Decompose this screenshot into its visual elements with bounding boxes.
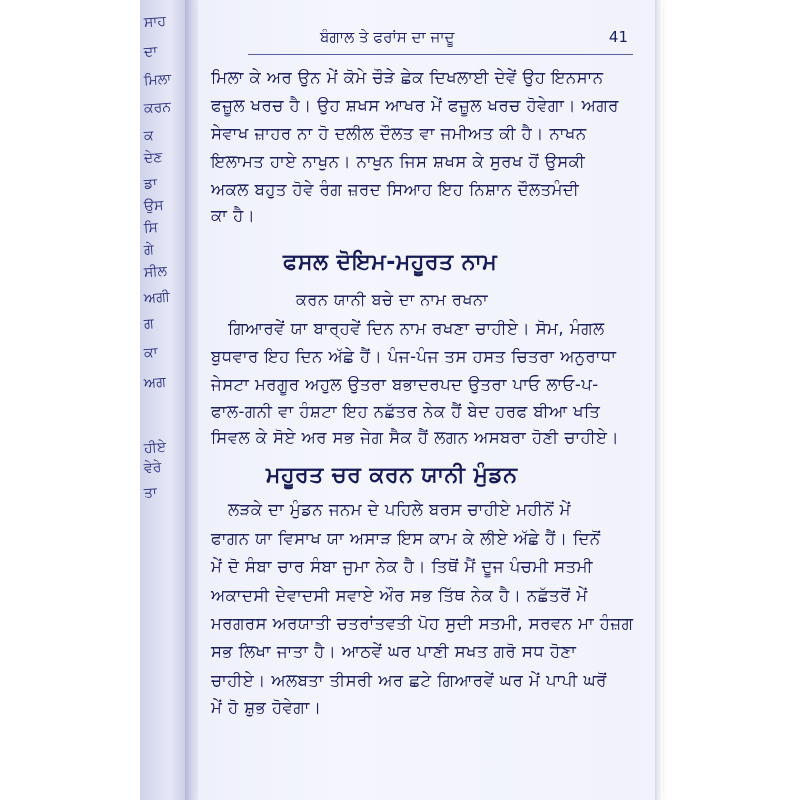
- text-line: ਮੇਂ ਦੋ ਸੰਬਾ ਚਾਰ ਸੰਬਾ ਜੁਮਾ ਨੇਕ ਹੈ। ਤਿਥੋਂ ਮੈਂ ਦੂਜ ਪੰਚਮੀ ਸਤਮੀ: [211, 557, 593, 576]
- left-page-fragment: ਕ: [143, 127, 155, 145]
- text-line: ਕਾ ਹੈ।: [211, 206, 256, 225]
- text-line: ਮੇਂ ਹੋ ਸ਼ੁਭ ਹੋਵੇਗਾ।: [211, 698, 322, 717]
- left-page-fragment: ਡਾ: [143, 175, 158, 193]
- section-subheading: ਕਰਨ ਯਾਨੀ ਬਚੇ ਦਾ ਨਾਮ ਰਖਨਾ: [296, 290, 489, 309]
- book-page: [198, 0, 658, 800]
- section-heading: ਫਸਲ ਦੋਇਮ-ਮਹੂਰਤ ਨਾਮ: [283, 250, 498, 275]
- page-number: 41: [608, 28, 628, 46]
- text-line: ਚਾਹੀਏ। ਅਲਬਤਾ ਤੀਸਰੀ ਅਰ ਛਟੇ ਗਿਆਰਵੇਂ ਘਰ ਮੇਂ ਪਾਪੀ ਘਰੋਂ: [211, 671, 607, 690]
- header-title: ਬੰਗਾਲ ਤੇ ਫਰਾਂਸ ਦਾ ਜਾਦੂ: [320, 28, 455, 46]
- text-line: ਸਿਵਲ ਕੇ ਸੋਏ ਅਰ ਸਭ ਜੇਗ ਸੈਕ ਹੈਂ ਲਗਨ ਅਸਬਰਾ ਹੋਣੀ ਚਾਹੀਏ।: [211, 428, 619, 447]
- text-line: ਸੇਵਾਖ ਜ਼ਾਹਰ ਨਾ ਹੋ ਦਲੀਲ ਦੌਲਤ ਵਾ ਜਮੀਅਤ ਕੀ ਹੈ। ਨਾਖਨ: [211, 124, 587, 143]
- left-page-fragment: ਸੀਲ: [143, 263, 168, 281]
- left-page-fragment: ਗੇ: [143, 241, 155, 259]
- left-page-fragment: ਦੇਣ: [143, 149, 163, 167]
- text-line: ਅਕਲ ਬਹੁਤ ਹੋਵੇ ਰੰਗ ਜ਼ਰਦ ਸਿਆਹ ਇਹ ਨਿਸ਼ਾਨ ਦੌਲਤਮੰਦੀ: [211, 180, 580, 199]
- left-page-fragment: ਅਗੀ: [143, 289, 171, 307]
- left-page-fragment: ਮਿਲਾ: [143, 71, 172, 89]
- text-line: ਮਰਗਰਸ ਅਰਯਾਤੀ ਚਤਰਾਂਤਵਤੀ ਪੋਹ ਸੁਦੀ ਸਤਮੀ, ਸਰਵਨ ਮਾ ਹੰਜ਼ਗ: [211, 614, 634, 633]
- text-line: ਲੜਕੇ ਦਾ ਮੁੰਡਨ ਜਨਮ ਦੇ ਪਹਿਲੇ ਬਰਸ ਚਾਹੀਏ ਮਹੀਨੋਂ ਮੇਂ: [228, 500, 571, 519]
- text-line: ਫਾਗਨ ਯਾ ਵਿਸਾਖ ਯਾ ਅਸਾੜ ਇਸ ਕਾਮ ਕੇ ਲੀਏ ਅੱਛੇ ਹੈਂ। ਦਿਨੋਂ: [211, 529, 601, 548]
- left-page-fragment: ਵੇਰੇ: [143, 459, 162, 477]
- section-heading: ਮਹੂਰਤ ਚਰ ਕਰਨ ਯਾਨੀ ਮੁੰਡਨ: [266, 463, 518, 488]
- left-page-fragment: ਗ: [143, 315, 155, 333]
- text-line: ਫਜ਼ੂਲ ਖਰਚ ਹੈ। ਉਹ ਸ਼ਖਸ ਆਖਰ ਮੇਂ ਫਜ਼ੂਲ ਖਰਚ ਹੋਵੇਗਾ। ਅਗਰ: [211, 96, 619, 115]
- text-line: ਬੁਧਵਾਰ ਇਹ ਦਿਨ ਅੱਛੇ ਹੈਂ। ਪੰਜ-ਪੰਜ ਤਸ ਹਸਤ ਚਿਤਰਾ ਅਨੁਰਾਧਾ: [211, 347, 617, 366]
- page-edge-shadow: [655, 0, 663, 800]
- text-line: ਇਲਾਮਤ ਹਾਏ ਨਾਖੁਨ। ਨਾਖੁਨ ਜਿਸ ਸ਼ਖਸ ਕੇ ਸੁਰਖ ਹੋਂ ਉਸਕੀ: [211, 152, 586, 171]
- text-line: ਅਕਾਦਸੀ ਦੇਵਾਦਸੀ ਸਵਾਏ ਔਰ ਸਭ ਤਿੱਥ ਨੇਕ ਹੈ। ਨਛੱਤਰੋਂ ਮੇਂ: [211, 586, 588, 605]
- header-rule: [248, 54, 633, 55]
- left-page-fragment: ਕਾ: [143, 344, 159, 362]
- text-line: ਜੇਸਟਾ ਮਰਗੂਰ ਅਹੁਲ ਉਤਰਾ ਬਭਾਦਰਪਦ ਉਤਰਾ ਪਾਓ ਲਾਓ-ਪ-: [211, 375, 599, 394]
- text-line: ਮਿਲਾ ਕੇ ਅਰ ਉਨ ਮੇਂ ਕੋਮੇ ਚੌੜੇ ਛੇਕ ਦਿਖਲਾਈ ਦੇਵੇਂ ਉਹ ਇਨਸਾਨ: [211, 68, 604, 87]
- text-line: ਸਭ ਲਿਖਾ ਜਾਤਾ ਹੈ। ਆਠਵੇਂ ਘਰ ਪਾਣੀ ਸਖਤ ਗਰੋ ਸਧ ਹੋਣਾ: [211, 642, 577, 661]
- left-page-fragment: ਅਗ: [143, 374, 167, 392]
- left-page-fragment: ਤਾ: [143, 484, 158, 502]
- running-header: [248, 24, 628, 54]
- text-line: ਗਿਆਰਵੇਂ ਯਾ ਬਾਰ੍ਹਵੇਂ ਦਿਨ ਨਾਮ ਰਖਣਾ ਚਾਹੀਏ। ਸੋਮ, ਮੰਗਲ: [228, 319, 605, 338]
- left-page-fragment: ਸਿ: [143, 219, 159, 237]
- left-page-fragment: ਹੀਏ: [143, 439, 167, 457]
- previous-page-edge: [140, 0, 190, 800]
- left-page-fragment: ਦਾ: [143, 43, 158, 61]
- left-page-fragment: ਸਾਹ: [143, 13, 167, 31]
- text-line: ਫਾਲ-ਗਨੀ ਵਾ ਹੰਸ਼ਟਾ ਇਹ ਨਛੱਤਰ ਨੇਕ ਹੈਂ ਬੇਦ ਹਰਫ ਬੀਆ ਖਤਿ: [211, 402, 601, 421]
- left-page-fragment: ਕਰਨ: [143, 99, 172, 117]
- left-page-fragment: ਉਸ: [143, 197, 164, 215]
